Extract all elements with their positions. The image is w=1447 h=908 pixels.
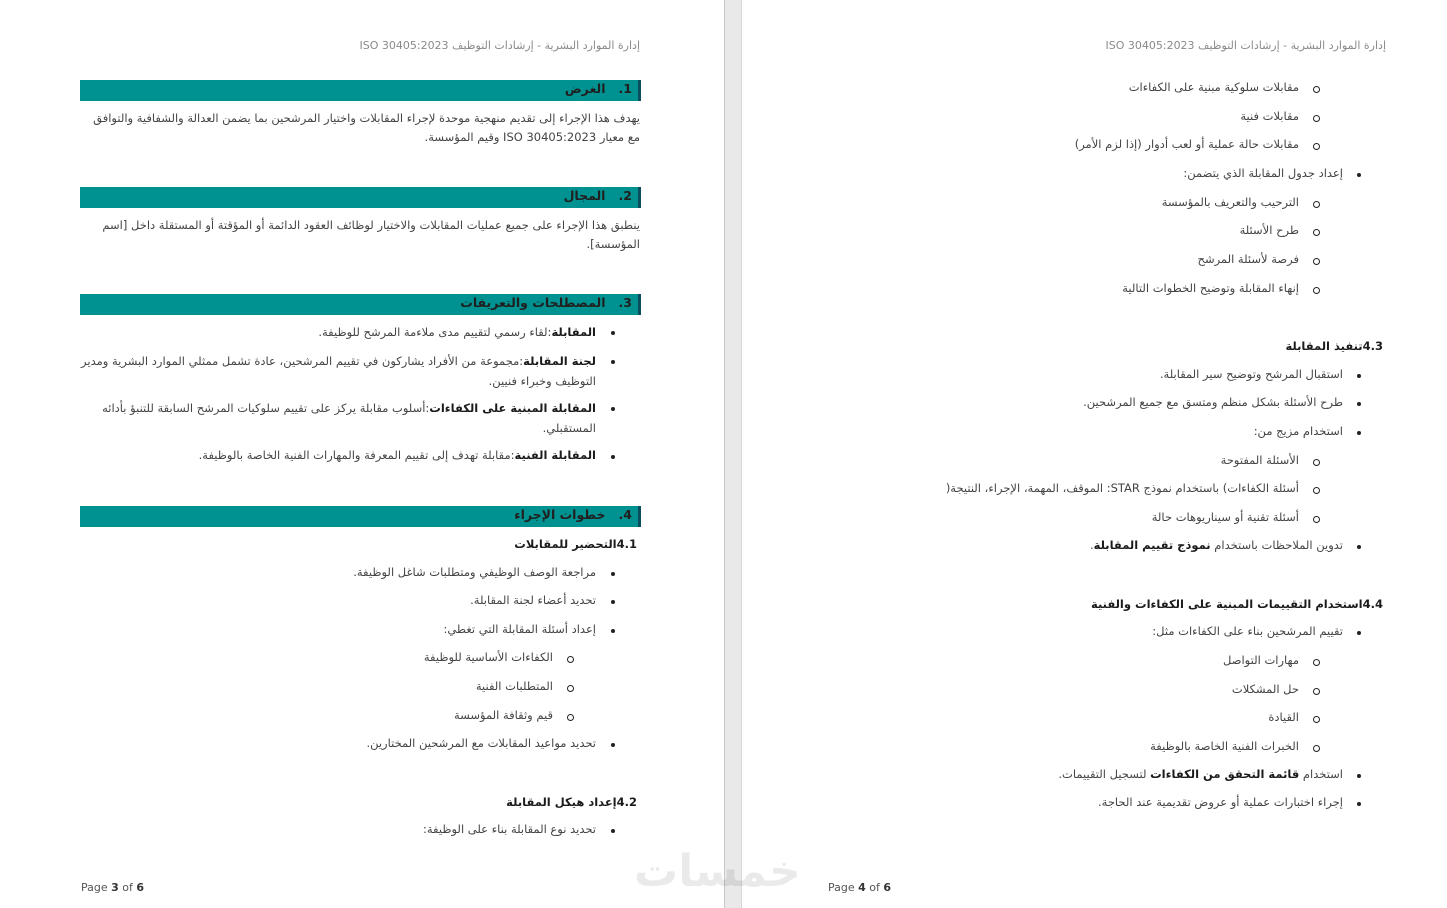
bullet-dot (1357, 631, 1361, 635)
sub-bullet-circle (1313, 258, 1320, 265)
page-footer: Page 4 of 6 (828, 881, 892, 894)
sub-bullet-circle (1313, 688, 1320, 695)
section-heading-scope (80, 187, 641, 208)
subsection-4-3-heading: 4.3تنفيذ المقابلة (1285, 339, 1383, 353)
type-subitem: مقابلات حالة عملية أو لعب أدوار (إذا لزم الأمر) (1074, 137, 1299, 151)
schedule-item: إعداد جدول المقابلة الذي يتضمن: (1183, 166, 1343, 180)
conduct-subitem: الأسئلة المفتوحة (1220, 453, 1299, 467)
sub-bullet-circle (567, 714, 574, 721)
conduct-item: استقبال المرشح وتوضيح سير المقابلة. (1159, 367, 1343, 381)
sub-bullet-circle (1313, 143, 1320, 150)
bullet-dot (611, 407, 615, 411)
definition-item: المقابلة الفنية:مقابلة تهدف إلى تقييم المعرفة والمهارات الفنية الخاصة بالوظيفة. (198, 448, 596, 462)
type-subitem: مقابلات فنية (1240, 109, 1299, 123)
scope-paragraph: ينطبق هذا الإجراء على جميع عمليات المقابلات والاختيار لوظائف العقود الدائمة أو المؤقتة أو المستقلة داخل [اسم المؤسسة]. (102, 218, 640, 251)
bullet-dot (611, 360, 615, 364)
sub-bullet-circle (1313, 86, 1320, 93)
conduct-item: استخدام مزيج من: (1253, 424, 1343, 438)
bullet-dot (611, 331, 615, 335)
bullet-dot (1357, 431, 1361, 435)
eval-subitem: حل المشكلات (1231, 682, 1299, 696)
prep-subitem: الكفاءات الأساسية للوظيفة (423, 650, 553, 664)
bullet-dot (1357, 402, 1361, 406)
conduct-subitem: أسئلة تقنية أو سيناريوهات حالة (1151, 510, 1299, 524)
sub-bullet-circle (1313, 745, 1320, 752)
tests-item: إجراء اختبارات عملية أو عروض تقديمية عند الحاجة. (1098, 795, 1343, 809)
page-header: إدارة الموارد البشرية - إرشادات التوظيف ISO 30405:2023 (1105, 39, 1386, 52)
schedule-subitem: فرصة لأسئلة المرشح (1197, 252, 1299, 266)
section-heading-procedure (80, 506, 641, 527)
section-title: 3. المصطلحات والتعريفات (460, 295, 632, 310)
sub-bullet-circle (1313, 459, 1320, 466)
subsection-4-4-heading: 4.4استخدام التقييمات المبنية على الكفاءات والفنية (1090, 597, 1383, 611)
section-title: 2. المجال (563, 188, 632, 203)
definition-item: لجنة المقابلة:مجموعة من الأفراد يشاركون في تقييم المرشحين، عادة تشمل ممثلي الموارد البشرية ومدير التوظيف وخبراء فنيين. (81, 354, 596, 388)
notes-item: تدوين الملاحظات باستخدام نموذج تقييم المقابلة. (1089, 538, 1343, 552)
eval-subitem: القيادة (1268, 710, 1299, 724)
conduct-subitem: أسئلة الكفاءات) باستخدام نموذج STAR: الموقف، المهمة، الإجراء، النتيجة( (945, 481, 1299, 495)
eval-item: تقييم المرشحين بناء على الكفاءات مثل: (1152, 624, 1343, 638)
type-subitem: مقابلات سلوكية مبنية على الكفاءات (1128, 80, 1299, 94)
bullet-dot (1357, 802, 1361, 806)
purpose-paragraph: يهدف هذا الإجراء إلى تقديم منهجية موحدة لإجراء المقابلات واختيار المرشحين بما يضمن العدالة والشفافية والتوافق مع معيار ISO 30405:2023 وقيم المؤسسة. (93, 111, 640, 144)
subsection-4-2-heading: 4.2إعداد هيكل المقابلة (506, 795, 637, 809)
conduct-item: طرح الأسئلة بشكل منظم ومتسق مع جميع المرشحين. (1083, 395, 1343, 409)
sub-bullet-circle (1313, 716, 1320, 723)
schedule-subitem: طرح الأسئلة (1239, 223, 1299, 237)
bullet-dot (611, 600, 615, 604)
prep-item: مراجعة الوصف الوظيفي ومتطلبات شاغل الوظيفة. (353, 565, 596, 579)
subsection-4-1-heading: 4.1التحضير للمقابلات (514, 537, 637, 551)
structure-item: تحديد نوع المقابلة بناء على الوظيفة: (423, 822, 596, 836)
section-title: 1. الغرض (564, 81, 632, 96)
bullet-dot (611, 629, 615, 633)
prep-subitem: قيم وثقافة المؤسسة (453, 708, 553, 722)
page-footer: Page 3 of 6 (81, 881, 145, 894)
schedule-subitem: الترحيب والتعريف بالمؤسسة (1161, 195, 1299, 209)
bullet-dot (1357, 774, 1361, 778)
bullet-dot (1357, 374, 1361, 378)
bullet-dot (611, 455, 615, 459)
bullet-dot (611, 572, 615, 576)
document-page-4 (742, 0, 1447, 908)
prep-subitem: المتطلبات الفنية (475, 679, 553, 693)
sub-bullet-circle (1313, 516, 1320, 523)
bullet-dot (1357, 545, 1361, 549)
prep-item: تحديد أعضاء لجنة المقابلة. (470, 593, 596, 607)
sub-bullet-circle (1313, 201, 1320, 208)
bullet-dot (611, 829, 615, 833)
schedule-subitem: إنهاء المقابلة وتوضيح الخطوات التالية (1122, 281, 1299, 295)
sub-bullet-circle (1313, 659, 1320, 666)
sub-bullet-circle (1313, 229, 1320, 236)
eval-subitem: مهارات التواصل (1223, 653, 1299, 667)
definition-item: المقابلة:لقاء رسمي لتقييم مدى ملاءمة المرشح للوظيفة. (318, 325, 596, 339)
sub-bullet-circle (1313, 287, 1320, 294)
sub-bullet-circle (567, 685, 574, 692)
page-header: إدارة الموارد البشرية - إرشادات التوظيف ISO 30405:2023 (359, 39, 640, 52)
definition-item: المقابلة المبنية على الكفاءات:أسلوب مقابلة يركز على تقييم سلوكيات المرشح السابقة للتنبؤ بأدائه المستقبلي. (102, 401, 596, 435)
prep-item: إعداد أسئلة المقابلة التي تغطي: (443, 622, 596, 636)
section-title: 4. خطوات الإجراء (514, 507, 632, 522)
bullet-dot (611, 743, 615, 747)
section-heading-purpose (80, 80, 641, 101)
checklist-item: استخدام قائمة التحقق من الكفاءات لتسجيل التقييمات. (1058, 767, 1343, 781)
section-heading-definitions (80, 294, 641, 315)
watermark-logo: خمسات (634, 846, 801, 897)
bullet-dot (1357, 173, 1361, 177)
eval-subitem: الخبرات الفنية الخاصة بالوظيفة (1150, 739, 1299, 753)
prep-item: تحديد مواعيد المقابلات مع المرشحين المختارين. (366, 736, 596, 750)
sub-bullet-circle (1313, 487, 1320, 494)
page-gutter (724, 0, 742, 908)
sub-bullet-circle (1313, 115, 1320, 122)
sub-bullet-circle (567, 656, 574, 663)
